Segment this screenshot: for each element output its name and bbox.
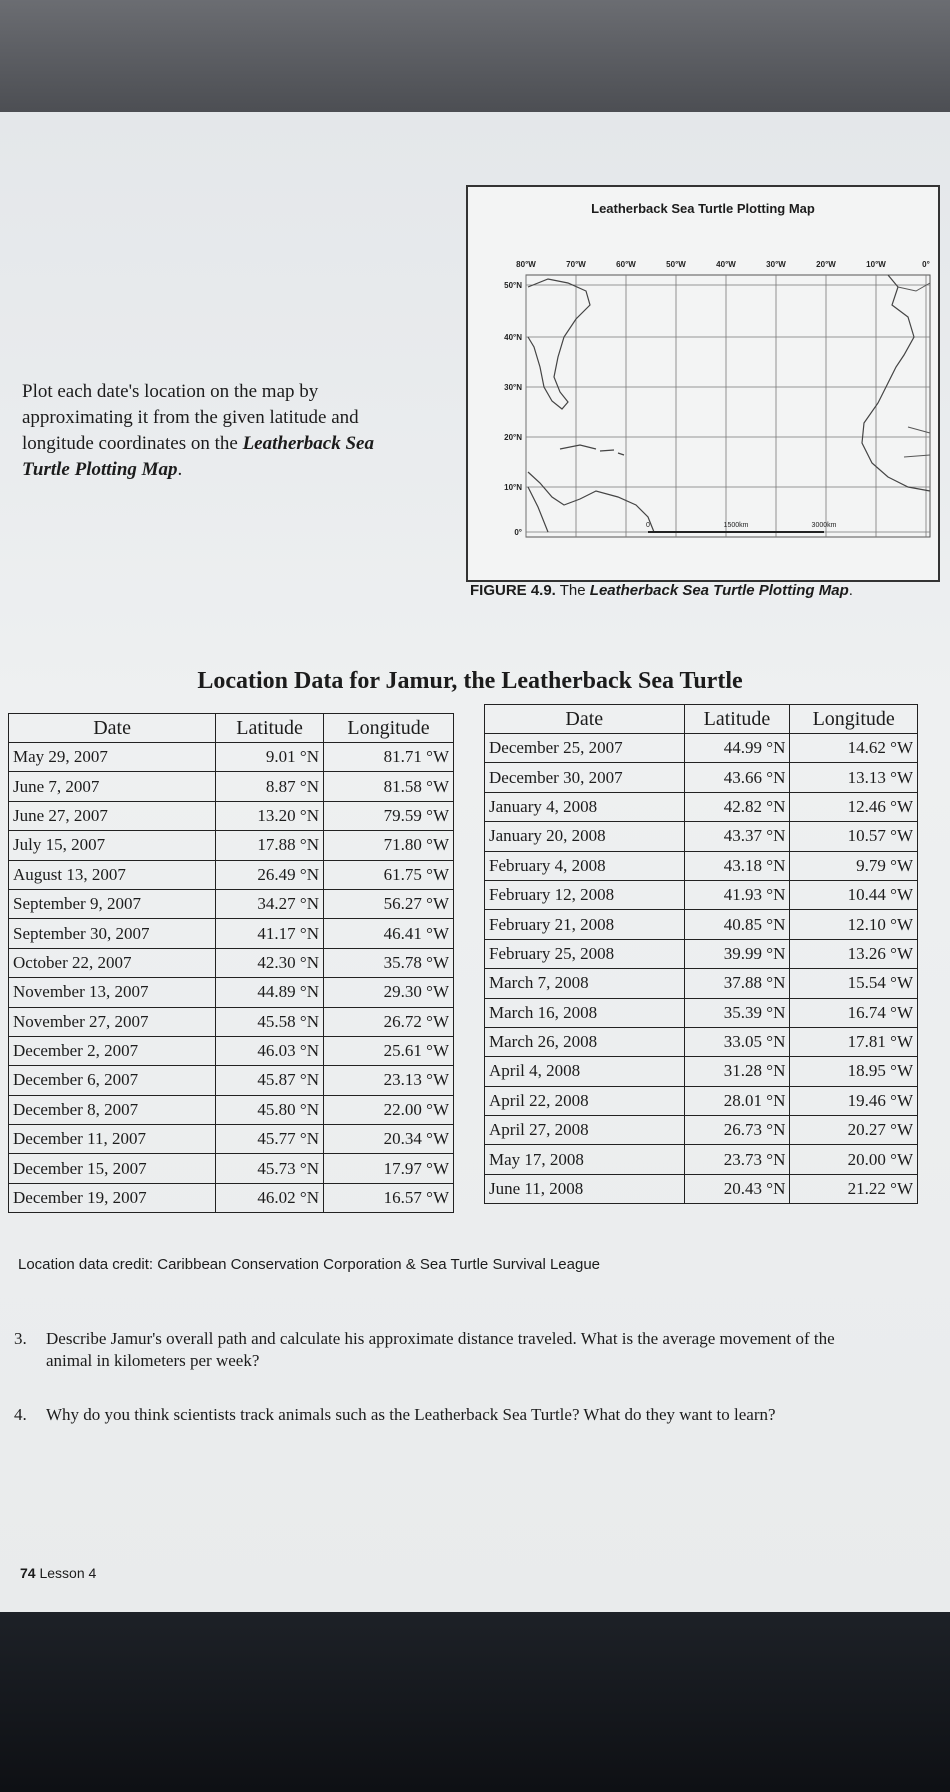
date-cell: May 29, 2007	[9, 743, 216, 772]
table-row	[9, 948, 454, 977]
longitude-cell: 81.58 °W	[324, 772, 454, 801]
table-row	[485, 998, 918, 1027]
figure-number: FIGURE 4.9.	[470, 582, 556, 599]
table-row	[485, 1116, 918, 1145]
date-cell: June 7, 2007	[9, 772, 216, 801]
table-row	[485, 880, 918, 909]
map-title: Leatherback Sea Turtle Plotting Map	[591, 201, 815, 216]
longitude-cell: 23.13 °W	[324, 1066, 454, 1095]
date-cell: December 11, 2007	[9, 1125, 216, 1154]
table-title: Location Data for Jamur, the Leatherback Sea Turtle	[197, 668, 743, 694]
date-cell: December 30, 2007	[485, 763, 685, 792]
date-cell: August 13, 2007	[9, 860, 216, 889]
latitude-cell: 23.73 °N	[684, 1145, 790, 1174]
latitude-cell: 40.85 °N	[684, 910, 790, 939]
date-cell: December 15, 2007	[9, 1154, 216, 1183]
table-row	[485, 1057, 918, 1086]
table-row	[9, 1154, 454, 1183]
figure-caption-text: The	[559, 582, 590, 599]
figure-caption-period: .	[848, 582, 853, 599]
latitude-cell: 42.30 °N	[216, 948, 324, 977]
longitude-cell: 17.81 °W	[790, 1027, 918, 1056]
longitude-label: 40°W	[716, 260, 736, 269]
latitude-cell: 39.99 °N	[684, 939, 790, 968]
latitude-label: 20°N	[504, 433, 522, 442]
lesson-label: Lesson 4	[39, 1565, 97, 1581]
table-row	[9, 860, 454, 889]
latitude-label: 50°N	[504, 281, 522, 290]
latitude-cell: 37.88 °N	[684, 969, 790, 998]
scale-label: 3000km	[811, 522, 837, 529]
date-cell: July 15, 2007	[9, 831, 216, 860]
caribbean-islands	[560, 445, 624, 455]
table-row	[9, 1183, 454, 1212]
data-credit: Location data credit: Caribbean Conservation Corporation & Sea Turtle Survival League	[18, 1256, 601, 1273]
table-row	[485, 939, 918, 968]
map-frame	[526, 275, 930, 537]
figure-caption	[470, 582, 853, 599]
latitude-cell: 45.80 °N	[216, 1095, 324, 1124]
date-cell: June 27, 2007	[9, 801, 216, 830]
date-cell: November 27, 2007	[9, 1007, 216, 1036]
latitude-cell: 26.49 °N	[216, 860, 324, 889]
latitude-label: 10°N	[504, 483, 522, 492]
background-bottom	[0, 1612, 950, 1792]
longitude-cell: 14.62 °W	[790, 734, 918, 763]
longitude-cell: 15.54 °W	[790, 969, 918, 998]
latitude-label: 0°	[514, 528, 522, 537]
table-row	[9, 831, 454, 860]
map-canvas	[468, 187, 938, 580]
longitude-cell: 12.10 °W	[790, 910, 918, 939]
date-cell: December 25, 2007	[485, 734, 685, 763]
latitude-cell: 8.87 °N	[216, 772, 324, 801]
longitude-cell: 9.79 °W	[790, 851, 918, 880]
longitude-cell: 81.71 °W	[324, 743, 454, 772]
column-header-latitude: Latitude	[684, 705, 790, 734]
latitude-cell: 17.88 °N	[216, 831, 324, 860]
question-number: 4.	[14, 1405, 27, 1424]
latitude-cell: 26.73 °N	[684, 1116, 790, 1145]
scale-label: 0	[646, 522, 650, 529]
longitude-cell: 12.46 °W	[790, 792, 918, 821]
latitude-cell: 20.43 °N	[684, 1174, 790, 1203]
table-row	[9, 801, 454, 830]
longitude-label: 60°W	[616, 260, 636, 269]
longitude-cell: 13.13 °W	[790, 763, 918, 792]
country-borders	[898, 283, 930, 457]
instructions-map-name: Leatherback Sea Turtle Plotting Map	[22, 433, 374, 480]
instructions	[22, 379, 422, 483]
figure-caption-name: Leatherback Sea Turtle Plotting Map	[589, 582, 849, 599]
background-top	[0, 0, 950, 120]
table-row	[9, 919, 454, 948]
date-cell: May 17, 2008	[485, 1145, 685, 1174]
table-row	[9, 889, 454, 918]
latitude-cell: 43.18 °N	[684, 851, 790, 880]
longitude-cell: 26.72 °W	[324, 1007, 454, 1036]
longitude-label: 30°W	[766, 260, 786, 269]
longitude-cell: 71.80 °W	[324, 831, 454, 860]
date-cell: April 22, 2008	[485, 1086, 685, 1115]
longitude-cell: 18.95 °W	[790, 1057, 918, 1086]
date-cell: October 22, 2007	[9, 948, 216, 977]
table-row	[485, 1086, 918, 1115]
page-footer	[20, 1565, 96, 1581]
latitude-cell: 45.58 °N	[216, 1007, 324, 1036]
table-row	[485, 1174, 918, 1203]
longitude-label: 50°W	[666, 260, 686, 269]
question-4	[14, 1404, 894, 1426]
page-number: 74	[20, 1565, 36, 1581]
date-cell: September 9, 2007	[9, 889, 216, 918]
column-header-date: Date	[485, 705, 685, 734]
date-cell: February 12, 2008	[485, 880, 685, 909]
longitude-cell: 25.61 °W	[324, 1036, 454, 1065]
longitude-label: 0°	[922, 260, 930, 269]
date-cell: April 27, 2008	[485, 1116, 685, 1145]
latitude-cell: 13.20 °N	[216, 801, 324, 830]
longitude-cell: 56.27 °W	[324, 889, 454, 918]
longitude-label: 80°W	[516, 260, 536, 269]
instructions-period: .	[177, 459, 183, 480]
date-cell: March 26, 2008	[485, 1027, 685, 1056]
latitude-cell: 44.99 °N	[684, 734, 790, 763]
column-header-latitude: Latitude	[216, 714, 324, 743]
latitude-label: 40°N	[504, 333, 522, 342]
latitude-cell: 33.05 °N	[684, 1027, 790, 1056]
longitude-cell: 35.78 °W	[324, 948, 454, 977]
longitude-cell: 29.30 °W	[324, 978, 454, 1007]
south-america-coast	[528, 472, 654, 532]
longitude-cell: 10.44 °W	[790, 880, 918, 909]
longitude-cell: 46.41 °W	[324, 919, 454, 948]
longitude-label: 70°W	[566, 260, 586, 269]
column-header-longitude: Longitude	[324, 714, 454, 743]
date-cell: January 20, 2008	[485, 822, 685, 851]
question-number: 3.	[14, 1329, 27, 1348]
date-cell: January 4, 2008	[485, 792, 685, 821]
longitude-cell: 10.57 °W	[790, 822, 918, 851]
date-cell: September 30, 2007	[9, 919, 216, 948]
column-header-longitude: Longitude	[790, 705, 918, 734]
question-3	[14, 1328, 894, 1372]
latitude-cell: 45.77 °N	[216, 1125, 324, 1154]
table-row	[485, 734, 918, 763]
date-cell: April 4, 2008	[485, 1057, 685, 1086]
latitude-cell: 28.01 °N	[684, 1086, 790, 1115]
column-header-date: Date	[9, 714, 216, 743]
longitude-cell: 21.22 °W	[790, 1174, 918, 1203]
table-row	[9, 1066, 454, 1095]
table-row	[485, 763, 918, 792]
table-row	[485, 1145, 918, 1174]
table-row	[9, 743, 454, 772]
table-row	[485, 969, 918, 998]
latitude-cell: 45.73 °N	[216, 1154, 324, 1183]
date-cell: November 13, 2007	[9, 978, 216, 1007]
date-cell: February 25, 2008	[485, 939, 685, 968]
table-row	[485, 851, 918, 880]
latitude-cell: 43.37 °N	[684, 822, 790, 851]
longitude-cell: 13.26 °W	[790, 939, 918, 968]
longitude-cell: 20.00 °W	[790, 1145, 918, 1174]
europe-africa-coast	[862, 275, 930, 491]
latitude-cell: 42.82 °N	[684, 792, 790, 821]
latitude-cell: 34.27 °N	[216, 889, 324, 918]
latitude-cell: 41.17 °N	[216, 919, 324, 948]
table-row	[485, 1027, 918, 1056]
latitude-cell: 41.93 °N	[684, 880, 790, 909]
table-row	[9, 772, 454, 801]
latitude-cell: 46.03 °N	[216, 1036, 324, 1065]
longitude-cell: 17.97 °W	[324, 1154, 454, 1183]
date-cell: March 16, 2008	[485, 998, 685, 1027]
north-america-coast	[528, 279, 590, 409]
latitude-cell: 31.28 °N	[684, 1057, 790, 1086]
table-row	[9, 1095, 454, 1124]
table-row	[485, 822, 918, 851]
longitude-cell: 61.75 °W	[324, 860, 454, 889]
latitude-cell: 45.87 °N	[216, 1066, 324, 1095]
table-row	[9, 978, 454, 1007]
table-row	[485, 910, 918, 939]
longitude-label: 10°W	[866, 260, 886, 269]
latitude-cell: 44.89 °N	[216, 978, 324, 1007]
latitude-cell: 9.01 °N	[216, 743, 324, 772]
instructions-text: Plot each date's location on the map by approximating it from the given latitude and longitude coordinates on the	[22, 381, 359, 454]
location-table-right	[484, 704, 918, 1204]
date-cell: February 4, 2008	[485, 851, 685, 880]
plotting-map	[466, 185, 940, 582]
question-text: Describe Jamur's overall path and calculate his approximate distance traveled. What is the average movement of the animal in kilometers per week?	[46, 1329, 835, 1370]
latitude-cell: 46.02 °N	[216, 1183, 324, 1212]
longitude-label: 20°W	[816, 260, 836, 269]
longitude-cell: 19.46 °W	[790, 1086, 918, 1115]
longitude-cell: 16.74 °W	[790, 998, 918, 1027]
longitude-cell: 22.00 °W	[324, 1095, 454, 1124]
date-cell: June 11, 2008	[485, 1174, 685, 1203]
date-cell: February 21, 2008	[485, 910, 685, 939]
table-row	[9, 1125, 454, 1154]
latitude-cell: 35.39 °N	[684, 998, 790, 1027]
longitude-cell: 20.27 °W	[790, 1116, 918, 1145]
date-cell: December 19, 2007	[9, 1183, 216, 1212]
latitude-cell: 43.66 °N	[684, 763, 790, 792]
latitude-label: 30°N	[504, 383, 522, 392]
date-cell: December 8, 2007	[9, 1095, 216, 1124]
longitude-cell: 16.57 °W	[324, 1183, 454, 1212]
date-cell: December 6, 2007	[9, 1066, 216, 1095]
longitude-cell: 20.34 °W	[324, 1125, 454, 1154]
longitude-cell: 79.59 °W	[324, 801, 454, 830]
location-table-left	[8, 713, 454, 1213]
table-row	[9, 1007, 454, 1036]
date-cell: March 7, 2008	[485, 969, 685, 998]
table-row	[9, 1036, 454, 1065]
table-row	[485, 792, 918, 821]
question-text: Why do you think scientists track animals such as the Leatherback Sea Turtle? What do they want to learn?	[46, 1405, 776, 1424]
scale-label: 1500km	[723, 522, 749, 529]
date-cell: December 2, 2007	[9, 1036, 216, 1065]
